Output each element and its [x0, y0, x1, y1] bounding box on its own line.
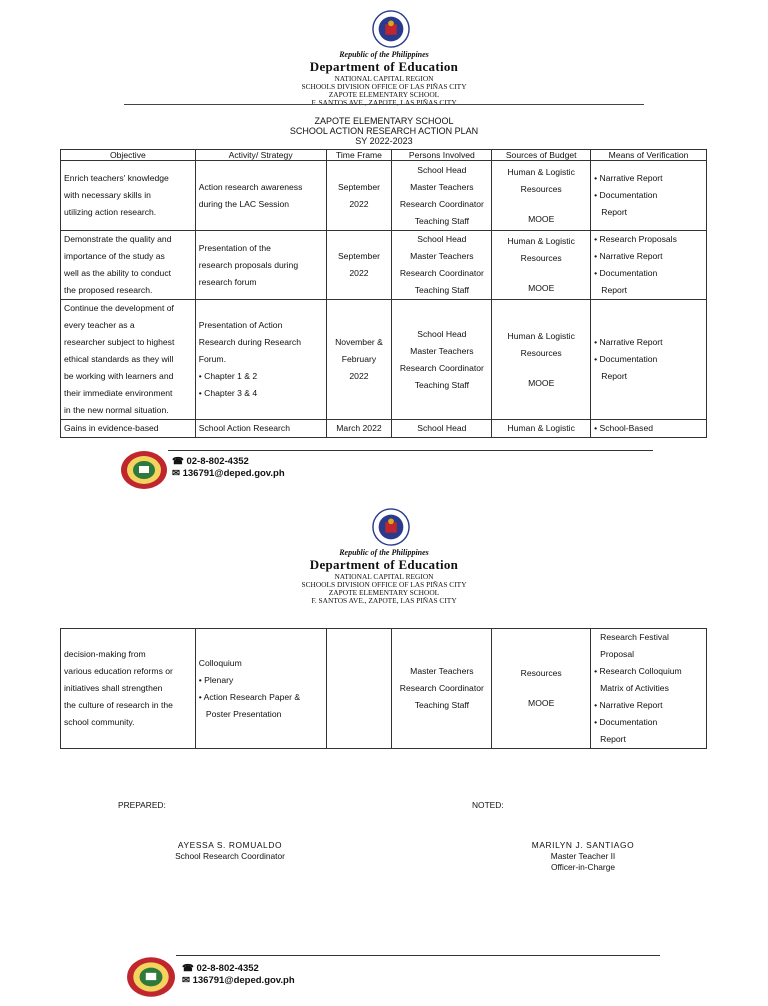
activity-cell: Presentation of Action Research during Research Forum. • Chapter 1 & 2 • Chapter 3 & 4: [195, 300, 326, 420]
phone-number: 02-8-802-4352: [186, 456, 249, 467]
region-line: NATIONAL CAPITAL REGION: [334, 572, 434, 581]
persons-cell: Master Teachers Research Coordinator Teaching Staff: [392, 629, 492, 749]
table-row: [61, 300, 707, 420]
plan-title: SCHOOL ACTION RESEARCH ACTION PLAN: [289, 126, 479, 136]
budget-cell: Resources MOOE: [492, 629, 591, 749]
region-line: NATIONAL CAPITAL REGION: [334, 74, 434, 83]
noted-label: NOTED:: [472, 800, 504, 810]
means-cell: • Narrative Report • Documentation Report: [591, 300, 707, 420]
footer-rule: [176, 955, 660, 956]
email-address: 136791@deped.gov.ph: [192, 975, 295, 986]
activity-cell: Colloquium • Plenary • Action Research Paper & Poster Presentation: [195, 629, 326, 749]
school-line: ZAPOTE ELEMENTARY SCHOOL: [328, 588, 440, 597]
email-address: 136791@deped.gov.ph: [182, 468, 285, 479]
means-cell: • Narrative Report • Documentation Report: [591, 161, 707, 231]
budget-cell: Human & Logistic Resources MOOE: [492, 300, 591, 420]
sy-title: SY 2022-2023: [355, 136, 413, 146]
time-cell: September 2022: [326, 161, 392, 231]
means-cell: • School-Based: [591, 420, 707, 438]
time-cell: November & February 2022: [326, 300, 392, 420]
budget-cell: Human & Logistic Resources MOOE: [492, 231, 591, 300]
header-rule: [124, 104, 644, 105]
persons-cell: School Head: [392, 420, 492, 438]
footer-rule: [168, 450, 653, 451]
footer-contact: [182, 963, 295, 987]
header-budget: Sources of Budget: [492, 150, 591, 161]
division-line: SCHOOLS DIVISION OFFICE OF LAS PIÑAS CITY: [301, 82, 467, 91]
budget-cell: Human & Logistic Resources MOOE: [492, 161, 591, 231]
budget-cell: Human & Logistic: [492, 420, 591, 438]
noted-signatory: [488, 840, 678, 873]
persons-cell: School Head Master Teachers Research Coordinator Teaching Staff: [392, 161, 492, 231]
activity-cell: Action research awareness during the LAC Session: [195, 161, 326, 231]
header-persons: Persons Involved: [392, 150, 492, 161]
prepared-label: PREPARED:: [118, 800, 166, 810]
division-line: SCHOOLS DIVISION OFFICE OF LAS PIÑAS CITY: [301, 580, 467, 589]
means-cell: • Research Proposals • Narrative Report • Documentation Report: [591, 231, 707, 300]
footer-contact: [172, 456, 285, 480]
means-cell: Research Festival Proposal • Research Colloquium Matrix of Activities • Narrative Report • Documentation Report: [591, 629, 707, 749]
school-line: ZAPOTE ELEMENTARY SCHOOL: [328, 90, 440, 99]
prepared-name: AYESSA S. ROMUALDO: [177, 840, 283, 850]
time-cell: March 2022: [326, 420, 392, 438]
action-plan-table: [60, 149, 707, 438]
table-row: [61, 629, 707, 749]
letterhead-1: [0, 50, 768, 107]
email-icon: ✉: [182, 975, 190, 986]
noted-title-1: Master Teacher II: [550, 851, 616, 861]
noted-title-2: Officer-in-Charge: [550, 862, 616, 872]
deped-seal-icon: [372, 508, 410, 546]
objective-cell: Enrich teachers' knowledge with necessary skills in utilizing action research.: [61, 161, 196, 231]
address-line: F. SANTOS AVE., ZAPOTE, LAS PIÑAS CITY: [311, 596, 457, 605]
header-activity: Activity/ Strategy: [195, 150, 326, 161]
address-line: F. SANTOS AVE., ZAPOTE, LAS PIÑAS CITY: [311, 98, 457, 107]
plan-titles: [0, 116, 768, 146]
objective-cell: Gains in evidence-based: [61, 420, 196, 438]
republic-line: Republic of the Philippines: [339, 50, 429, 59]
persons-cell: School Head Master Teachers Research Coordinator Teaching Staff: [392, 231, 492, 300]
school-seal-icon: [120, 450, 168, 490]
prepared-signatory: [140, 840, 320, 862]
phone-icon: ☎: [182, 963, 194, 974]
phone-number: 02-8-802-4352: [196, 963, 259, 974]
deped-seal-icon: [372, 10, 410, 48]
time-cell: [326, 629, 392, 749]
table-row: [61, 231, 707, 300]
time-cell: September 2022: [326, 231, 392, 300]
header-time-frame: Time Frame: [326, 150, 392, 161]
email-icon: ✉: [172, 468, 180, 479]
table-row: [61, 420, 707, 438]
activity-cell: School Action Research: [195, 420, 326, 438]
letterhead-2: [0, 548, 768, 605]
department-name: Department of Education: [309, 59, 459, 74]
objective-cell: Continue the development of every teacher as a researcher subject to highest ethical standards as they will be working with learners and their immediate environment in the new normal situation.: [61, 300, 196, 420]
continuation-table: [60, 628, 707, 749]
persons-cell: School Head Master Teachers Research Coordinator Teaching Staff: [392, 300, 492, 420]
prepared-title: School Research Coordinator: [175, 851, 285, 861]
noted-name: MARILYN J. SANTIAGO: [531, 840, 635, 850]
school-title: ZAPOTE ELEMENTARY SCHOOL: [314, 116, 454, 126]
header-objective: Objective: [61, 150, 196, 161]
phone-icon: ☎: [172, 456, 184, 467]
republic-line: Republic of the Philippines: [339, 548, 429, 557]
activity-cell: Presentation of the research proposals during research forum: [195, 231, 326, 300]
objective-cell: Demonstrate the quality and importance of the study as well as the ability to conduct the proposed research.: [61, 231, 196, 300]
table-header-row: [61, 150, 707, 161]
objective-cell: decision-making from various education reforms or initiatives shall strengthen the culture of research in the school community.: [61, 629, 196, 749]
school-seal-icon: [126, 955, 176, 999]
department-name: Department of Education: [309, 557, 459, 572]
header-verification: Means of Verification: [591, 150, 707, 161]
table-row: [61, 161, 707, 231]
